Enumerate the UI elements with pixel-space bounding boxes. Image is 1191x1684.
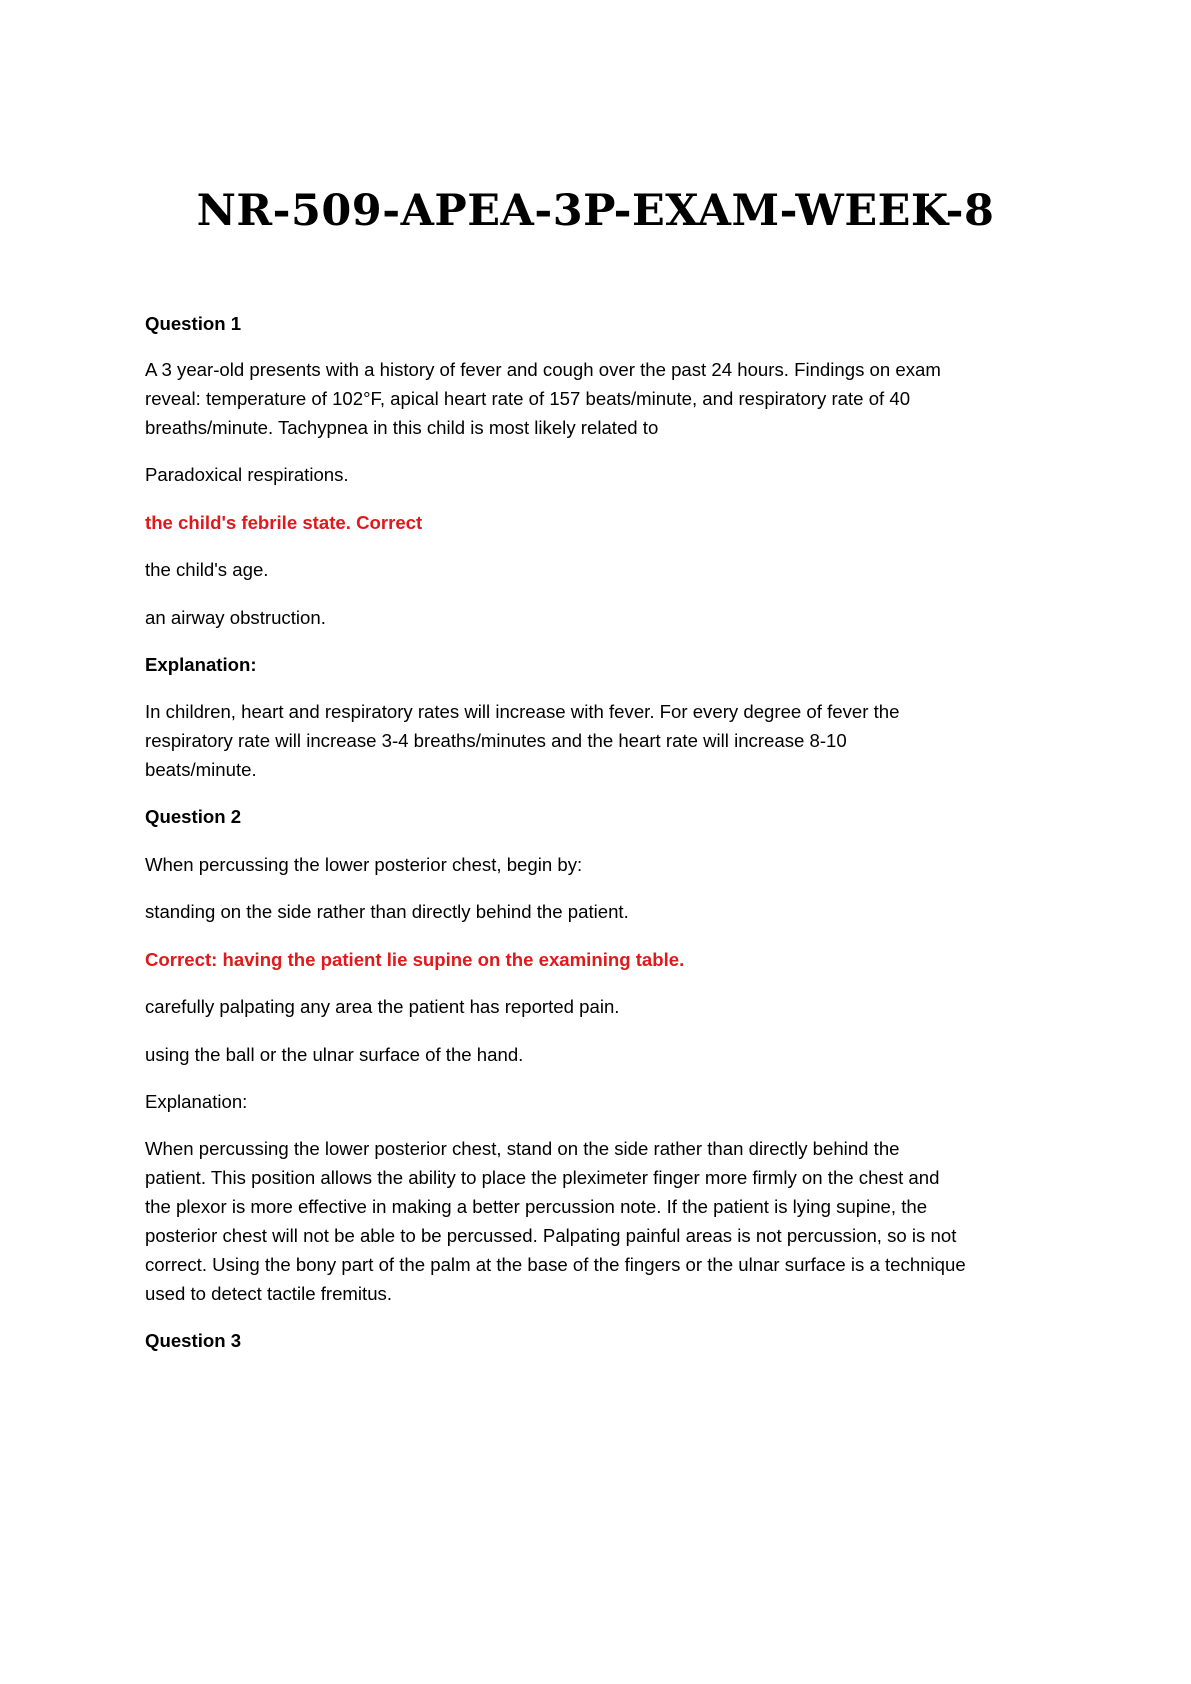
question-1-option-c: the child's age. — [145, 559, 269, 580]
question-1-stem-line-2: reveal: temperature of 102°F, apical heart rate of 157 beats/minute, and respiratory rate of 40 — [145, 388, 911, 409]
question-1-option-d: an airway obstruction. — [145, 607, 326, 628]
question-2-explanation-line-2: patient. This position allows the ability to place the pleximeter finger more firmly on the chest and — [145, 1167, 940, 1188]
question-1-option-a: Paradoxical respirations. — [145, 464, 349, 485]
question-2-stem: When percussing the lower posterior chest, begin by: — [145, 854, 583, 875]
question-1-explanation-line-3: beats/minute. — [145, 759, 257, 780]
question-3-heading: Question 3 — [145, 1330, 242, 1351]
question-1-explanation-line-2: respiratory rate will increase 3-4 breaths/minutes and the heart rate will increase 8-10 — [145, 730, 847, 751]
question-1-stem-line-3: breaths/minute. Tachypnea in this child is most likely related to — [145, 417, 659, 438]
question-1-option-b-correct: the child's febrile state. Correct — [145, 512, 423, 533]
question-2-option-d: using the ball or the ulnar surface of the hand. — [145, 1044, 524, 1065]
question-1-stem-line-1: A 3 year-old presents with a history of fever and cough over the past 24 hours. Findings on exam — [145, 359, 941, 380]
question-1-heading: Question 1 — [145, 313, 242, 334]
question-2-option-b-correct: Correct: having the patient lie supine on the examining table. — [145, 949, 685, 970]
question-2-explanation-line-4: posterior chest will not be able to be percussed. Palpating painful areas is not percussion, so is not — [145, 1225, 957, 1246]
question-2-explanation-line-6: used to detect tactile fremitus. — [145, 1283, 393, 1304]
question-2-option-a: standing on the side rather than directly behind the patient. — [145, 901, 629, 922]
document-title: NR-509-APEA-3P-EXAM-WEEK-8 — [196, 186, 995, 236]
question-1-explanation-heading: Explanation: — [145, 654, 257, 675]
question-2-explanation-line-3: the plexor is more effective in making a better percussion note. If the patient is lying supine, the — [145, 1196, 928, 1217]
question-2-explanation-line-1: When percussing the lower posterior chest, stand on the side rather than directly behind the — [145, 1138, 900, 1159]
question-2-explanation-heading: Explanation: — [145, 1091, 248, 1112]
question-2-heading: Question 2 — [145, 806, 242, 827]
question-2-explanation-line-5: correct. Using the bony part of the palm at the base of the fingers or the ulnar surface is a technique — [145, 1254, 966, 1275]
question-2-option-c: carefully palpating any area the patient has reported pain. — [145, 996, 620, 1017]
question-1-explanation-line-1: In children, heart and respiratory rates will increase with fever. For every degree of fever the — [145, 701, 900, 722]
